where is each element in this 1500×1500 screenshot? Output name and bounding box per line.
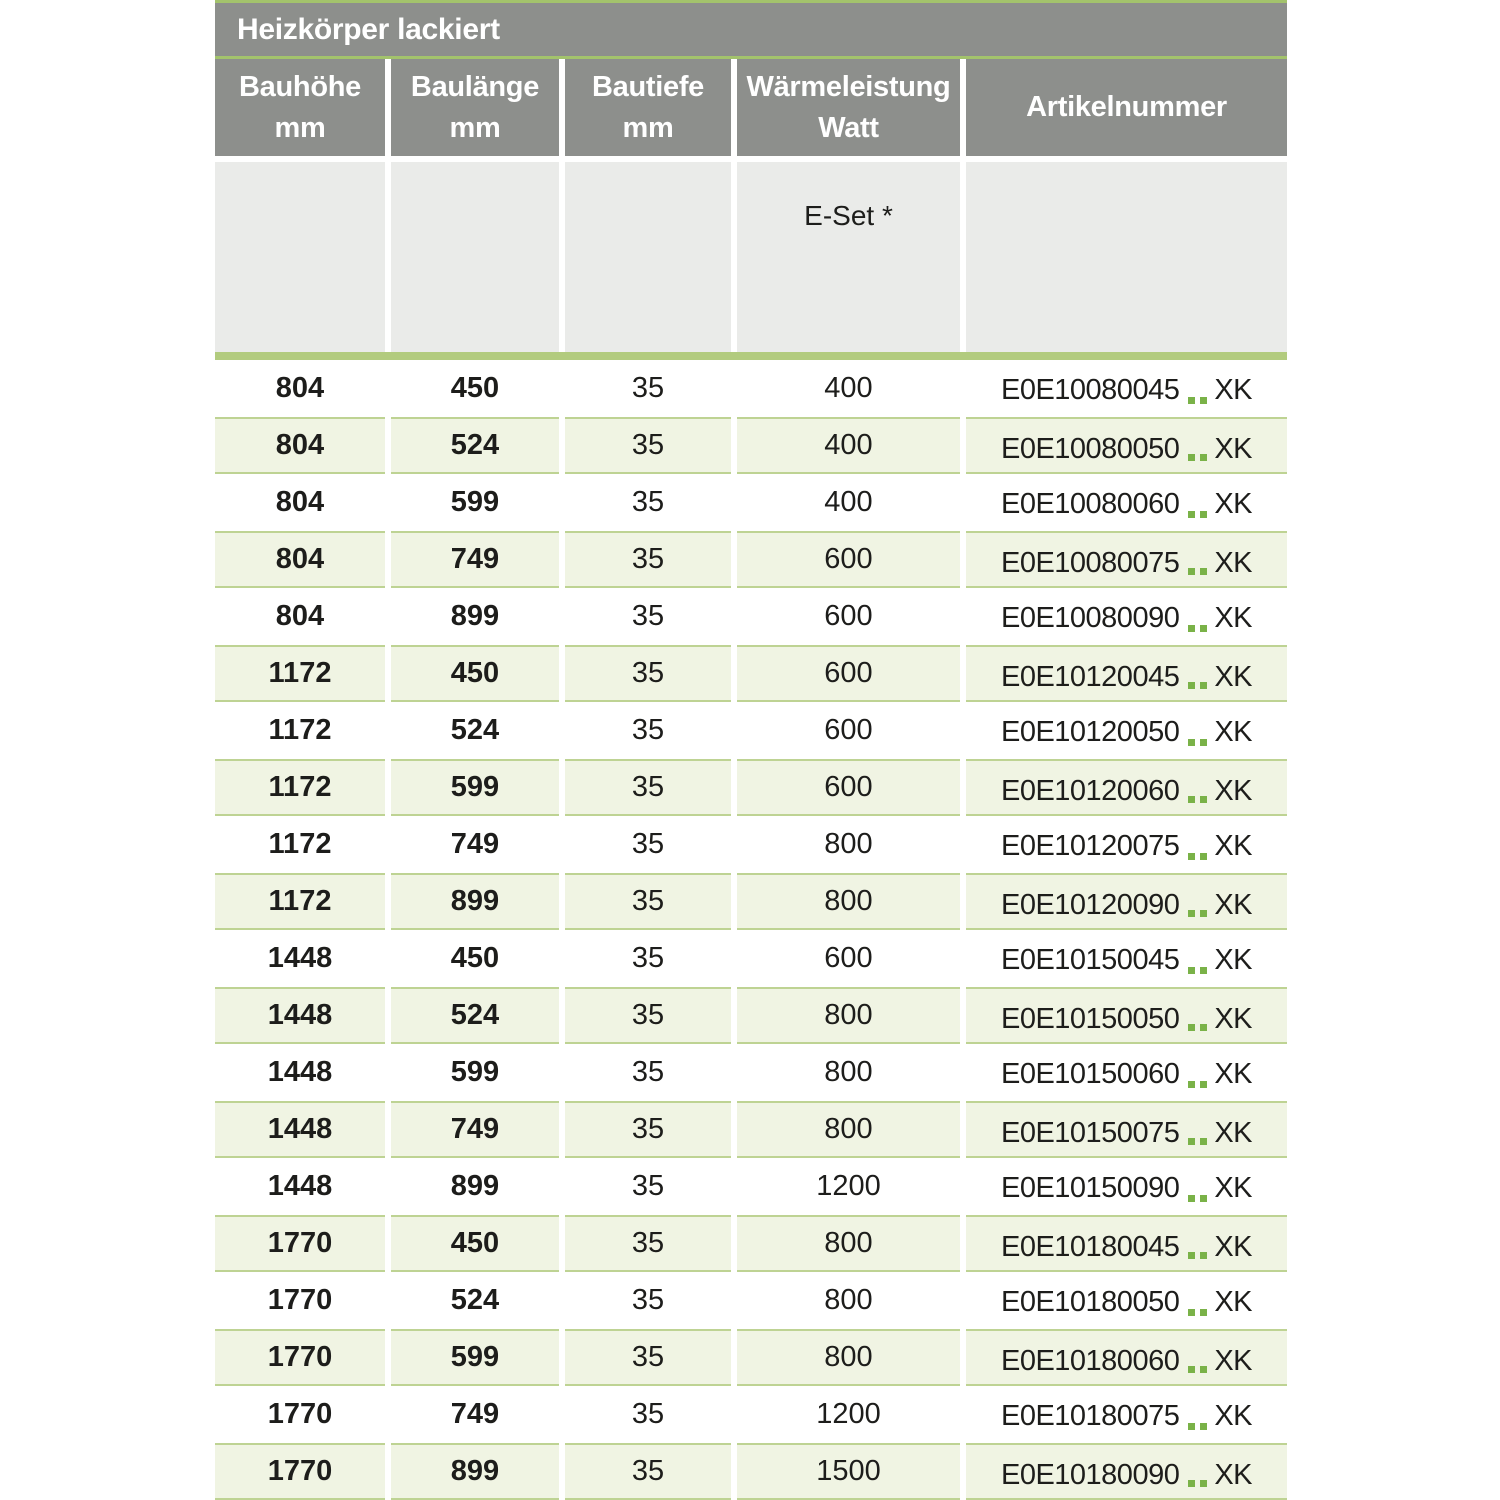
placeholder-dot-icon [1200, 1081, 1207, 1088]
cell-bautiefe: 35 [565, 1443, 731, 1500]
cell-baulaenge: 524 [391, 702, 559, 759]
placeholder-dot-icon [1188, 511, 1195, 518]
artikelnummer-prefix: E0E10180050 [1000, 1286, 1180, 1318]
color-code-placeholder [1188, 1014, 1207, 1031]
table-row [215, 873, 1287, 930]
table-row [215, 816, 1287, 873]
cell-bauhoehe: 1770 [215, 1443, 385, 1500]
placeholder-dot-icon [1200, 1480, 1207, 1487]
column-header-unit: mm [449, 111, 501, 144]
cell-artikelnummer [966, 417, 1287, 474]
cell-bauhoehe: 1770 [215, 1215, 385, 1272]
artikelnummer-prefix: E0E10120050 [1000, 716, 1180, 748]
cell-artikelnummer [966, 1272, 1287, 1329]
cell-baulaenge: 450 [391, 1215, 559, 1272]
placeholder-dot-icon [1200, 625, 1207, 632]
artikelnummer-prefix: E0E10120090 [1000, 889, 1180, 921]
table-row [215, 987, 1287, 1044]
color-code-placeholder [1188, 1413, 1207, 1430]
placeholder-dot-icon [1200, 910, 1207, 917]
table-row [215, 1215, 1287, 1272]
table-row [215, 531, 1287, 588]
placeholder-dot-icon [1200, 682, 1207, 689]
cell-baulaenge: 450 [391, 930, 559, 987]
placeholder-dot-icon [1200, 1423, 1207, 1430]
placeholder-dot-icon [1200, 1309, 1207, 1316]
cell-waermeleistung: 1500 [737, 1443, 960, 1500]
table-row [215, 360, 1287, 417]
cell-artikelnummer [966, 531, 1287, 588]
placeholder-dot-icon [1188, 1195, 1195, 1202]
cell-artikelnummer [966, 1329, 1287, 1386]
placeholder-dot-icon [1188, 1081, 1195, 1088]
cell-artikelnummer [966, 1101, 1287, 1158]
column-header-bautiefe [565, 59, 731, 156]
artikelnummer-suffix: XK [1214, 602, 1253, 634]
artikelnummer-prefix: E0E10150090 [1000, 1172, 1180, 1204]
artikelnummer-prefix: E0E10150050 [1000, 1003, 1180, 1035]
placeholder-dot-icon [1188, 796, 1195, 803]
artikelnummer-prefix: E0E10080050 [1000, 433, 1180, 465]
table-row [215, 930, 1287, 987]
artikelnummer-suffix: XK [1214, 488, 1253, 520]
artikelnummer-prefix: E0E10150045 [1000, 944, 1180, 976]
cell-waermeleistung: 600 [737, 930, 960, 987]
column-header-label: Wärmeleistung [746, 70, 951, 103]
artikelnummer-suffix: XK [1214, 775, 1253, 807]
placeholder-dot-icon [1200, 1195, 1207, 1202]
artikelnummer-suffix: XK [1214, 374, 1253, 406]
placeholder-dot-icon [1200, 1138, 1207, 1145]
placeholder-dot-icon [1188, 1309, 1195, 1316]
table-row [215, 588, 1287, 645]
artikelnummer-prefix: E0E10080060 [1000, 488, 1180, 520]
placeholder-dot-icon [1200, 853, 1207, 860]
artikelnummer-suffix: XK [1214, 1003, 1253, 1035]
table-row [215, 759, 1287, 816]
cell-baulaenge: 749 [391, 1386, 559, 1443]
cell-waermeleistung: 800 [737, 987, 960, 1044]
cell-bautiefe: 35 [565, 873, 731, 930]
cell-bauhoehe: 804 [215, 588, 385, 645]
cell-bauhoehe: 1172 [215, 816, 385, 873]
cell-baulaenge: 524 [391, 417, 559, 474]
placeholder-dot-icon [1200, 1366, 1207, 1373]
color-code-placeholder [1188, 558, 1207, 575]
cell-baulaenge: 749 [391, 816, 559, 873]
artikelnummer-suffix: XK [1214, 661, 1253, 693]
color-code-placeholder [1188, 387, 1207, 404]
artikelnummer-suffix: XK [1214, 1058, 1253, 1090]
cell-bauhoehe: 1172 [215, 759, 385, 816]
color-code-placeholder [1188, 444, 1207, 461]
column-header-unit: Watt [818, 111, 879, 144]
color-code-placeholder [1188, 957, 1207, 974]
subheader-cell-artikelnummer [966, 162, 1287, 352]
cell-baulaenge: 599 [391, 1044, 559, 1101]
header-body-divider-bar [215, 352, 1287, 360]
cell-bauhoehe: 804 [215, 531, 385, 588]
cell-baulaenge: 599 [391, 1329, 559, 1386]
column-header-baulaenge [391, 59, 559, 156]
cell-bautiefe: 35 [565, 645, 731, 702]
color-code-placeholder [1188, 900, 1207, 917]
cell-waermeleistung: 400 [737, 360, 960, 417]
cell-waermeleistung: 800 [737, 1272, 960, 1329]
column-header-row [215, 59, 1287, 156]
cell-baulaenge: 599 [391, 474, 559, 531]
cell-baulaenge: 899 [391, 1443, 559, 1500]
cell-artikelnummer [966, 474, 1287, 531]
cell-artikelnummer [966, 987, 1287, 1044]
color-code-placeholder [1188, 1071, 1207, 1088]
placeholder-dot-icon [1188, 1024, 1195, 1031]
cell-bautiefe: 35 [565, 987, 731, 1044]
cell-waermeleistung: 600 [737, 645, 960, 702]
artikelnummer-prefix: E0E10080075 [1000, 547, 1180, 579]
placeholder-dot-icon [1188, 625, 1195, 632]
cell-bautiefe: 35 [565, 702, 731, 759]
product-table [215, 0, 1287, 1500]
cell-bauhoehe: 1770 [215, 1329, 385, 1386]
cell-bauhoehe: 804 [215, 474, 385, 531]
placeholder-dot-icon [1188, 967, 1195, 974]
placeholder-dot-icon [1200, 796, 1207, 803]
cell-artikelnummer [966, 360, 1287, 417]
cell-waermeleistung: 600 [737, 588, 960, 645]
artikelnummer-prefix: E0E10150075 [1000, 1117, 1180, 1149]
cell-bautiefe: 35 [565, 1329, 731, 1386]
cell-bautiefe: 35 [565, 816, 731, 873]
cell-artikelnummer [966, 873, 1287, 930]
color-code-placeholder [1188, 786, 1207, 803]
placeholder-dot-icon [1200, 739, 1207, 746]
cell-bautiefe: 35 [565, 1158, 731, 1215]
cell-waermeleistung: 800 [737, 1329, 960, 1386]
subheader-cell-bautiefe [565, 162, 731, 352]
cell-bautiefe: 35 [565, 1386, 731, 1443]
color-code-placeholder [1188, 1185, 1207, 1202]
artikelnummer-suffix: XK [1214, 1286, 1253, 1318]
placeholder-dot-icon [1200, 967, 1207, 974]
column-header-artikelnummer [966, 59, 1287, 156]
table-title-bar [215, 3, 1287, 56]
placeholder-dot-icon [1188, 853, 1195, 860]
artikelnummer-suffix: XK [1214, 1345, 1253, 1377]
cell-bautiefe: 35 [565, 759, 731, 816]
artikelnummer-suffix: XK [1214, 944, 1253, 976]
artikelnummer-suffix: XK [1214, 889, 1253, 921]
color-code-placeholder [1188, 729, 1207, 746]
artikelnummer-suffix: XK [1214, 547, 1253, 579]
cell-waermeleistung: 1200 [737, 1158, 960, 1215]
column-header-bauhoehe [215, 59, 385, 156]
color-code-placeholder [1188, 672, 1207, 689]
column-header-unit: mm [274, 111, 326, 144]
artikelnummer-prefix: E0E10120060 [1000, 775, 1180, 807]
cell-artikelnummer [966, 1215, 1287, 1272]
table-row [215, 645, 1287, 702]
cell-waermeleistung: 800 [737, 816, 960, 873]
artikelnummer-suffix: XK [1214, 1459, 1253, 1491]
color-code-placeholder [1188, 1128, 1207, 1145]
table-row [215, 702, 1287, 759]
subheader-cell-bauhoehe [215, 162, 385, 352]
cell-waermeleistung: 800 [737, 1101, 960, 1158]
placeholder-dot-icon [1200, 397, 1207, 404]
artikelnummer-suffix: XK [1214, 1231, 1253, 1263]
cell-artikelnummer [966, 759, 1287, 816]
color-code-placeholder [1188, 1299, 1207, 1316]
cell-bautiefe: 35 [565, 474, 731, 531]
cell-bautiefe: 35 [565, 360, 731, 417]
cell-waermeleistung: 400 [737, 417, 960, 474]
cell-bauhoehe: 1172 [215, 645, 385, 702]
table-row [215, 1272, 1287, 1329]
cell-bauhoehe: 1172 [215, 702, 385, 759]
artikelnummer-suffix: XK [1214, 1172, 1253, 1204]
cell-bauhoehe: 1448 [215, 1101, 385, 1158]
cell-bauhoehe: 1448 [215, 930, 385, 987]
placeholder-dot-icon [1188, 910, 1195, 917]
cell-artikelnummer [966, 930, 1287, 987]
placeholder-dot-icon [1188, 682, 1195, 689]
cell-waermeleistung: 800 [737, 873, 960, 930]
placeholder-dot-icon [1188, 568, 1195, 575]
artikelnummer-suffix: XK [1214, 716, 1253, 748]
subheader-row [215, 162, 1287, 352]
cell-waermeleistung: 400 [737, 474, 960, 531]
table-title: Heizkörper lackiert [237, 12, 500, 46]
placeholder-dot-icon [1188, 739, 1195, 746]
artikelnummer-suffix: XK [1214, 1117, 1253, 1149]
cell-baulaenge: 450 [391, 360, 559, 417]
cell-bauhoehe: 1172 [215, 873, 385, 930]
cell-baulaenge: 899 [391, 873, 559, 930]
table-row [215, 1101, 1287, 1158]
artikelnummer-prefix: E0E10120075 [1000, 830, 1180, 862]
placeholder-dot-icon [1188, 1480, 1195, 1487]
cell-artikelnummer [966, 1386, 1287, 1443]
color-code-placeholder [1188, 1242, 1207, 1259]
column-header-label: Baulänge [410, 70, 540, 103]
cell-baulaenge: 524 [391, 1272, 559, 1329]
cell-bautiefe: 35 [565, 1272, 731, 1329]
cell-baulaenge: 899 [391, 588, 559, 645]
cell-baulaenge: 749 [391, 531, 559, 588]
cell-baulaenge: 749 [391, 1101, 559, 1158]
cell-bauhoehe: 1448 [215, 1158, 385, 1215]
cell-bauhoehe: 804 [215, 417, 385, 474]
cell-baulaenge: 450 [391, 645, 559, 702]
table-row [215, 1443, 1287, 1500]
placeholder-dot-icon [1200, 1252, 1207, 1259]
artikelnummer-suffix: XK [1214, 830, 1253, 862]
eset-label: E-Set * [804, 200, 893, 231]
placeholder-dot-icon [1200, 1024, 1207, 1031]
artikelnummer-suffix: XK [1214, 1400, 1253, 1432]
cell-waermeleistung: 800 [737, 1044, 960, 1101]
artikelnummer-suffix: XK [1214, 433, 1253, 465]
cell-artikelnummer [966, 1044, 1287, 1101]
cell-baulaenge: 599 [391, 759, 559, 816]
table-row [215, 1044, 1287, 1101]
cell-bautiefe: 35 [565, 588, 731, 645]
color-code-placeholder [1188, 843, 1207, 860]
placeholder-dot-icon [1188, 1138, 1195, 1145]
column-header-label: Artikelnummer [1026, 91, 1227, 124]
column-header-waermeleistung [737, 59, 960, 156]
cell-baulaenge: 899 [391, 1158, 559, 1215]
cell-waermeleistung: 800 [737, 1215, 960, 1272]
cell-bautiefe: 35 [565, 1044, 731, 1101]
color-code-placeholder [1188, 1470, 1207, 1487]
artikelnummer-prefix: E0E10120045 [1000, 661, 1180, 693]
cell-waermeleistung: 600 [737, 531, 960, 588]
cell-bautiefe: 35 [565, 417, 731, 474]
artikelnummer-prefix: E0E10180075 [1000, 1400, 1180, 1432]
cell-bauhoehe: 1448 [215, 987, 385, 1044]
cell-bauhoehe: 1770 [215, 1272, 385, 1329]
artikelnummer-prefix: E0E10080045 [1000, 374, 1180, 406]
column-header-unit: mm [622, 111, 674, 144]
placeholder-dot-icon [1188, 1423, 1195, 1430]
placeholder-dot-icon [1200, 454, 1207, 461]
artikelnummer-prefix: E0E10180060 [1000, 1345, 1180, 1377]
cell-bautiefe: 35 [565, 531, 731, 588]
cell-artikelnummer [966, 702, 1287, 759]
cell-bautiefe: 35 [565, 1215, 731, 1272]
placeholder-dot-icon [1188, 454, 1195, 461]
cell-bautiefe: 35 [565, 1101, 731, 1158]
cell-bauhoehe: 804 [215, 360, 385, 417]
column-header-label: Bautiefe [591, 70, 704, 103]
artikelnummer-prefix: E0E10080090 [1000, 602, 1180, 634]
subheader-cell-baulaenge [391, 162, 559, 352]
placeholder-dot-icon [1200, 511, 1207, 518]
artikelnummer-prefix: E0E10180045 [1000, 1231, 1180, 1263]
cell-baulaenge: 524 [391, 987, 559, 1044]
table-row [215, 474, 1287, 531]
table-row [215, 417, 1287, 474]
color-code-placeholder [1188, 501, 1207, 518]
table-row [215, 1329, 1287, 1386]
color-code-placeholder [1188, 1356, 1207, 1373]
cell-artikelnummer [966, 645, 1287, 702]
artikelnummer-prefix: E0E10180090 [1000, 1459, 1180, 1491]
artikelnummer-prefix: E0E10150060 [1000, 1058, 1180, 1090]
cell-waermeleistung: 600 [737, 702, 960, 759]
cell-bauhoehe: 1770 [215, 1386, 385, 1443]
cell-waermeleistung: 1200 [737, 1386, 960, 1443]
column-header-label: Bauhöhe [239, 70, 361, 103]
cell-artikelnummer [966, 1158, 1287, 1215]
table-row [215, 1386, 1287, 1443]
cell-artikelnummer [966, 816, 1287, 873]
table-body [215, 360, 1287, 1500]
placeholder-dot-icon [1200, 568, 1207, 575]
placeholder-dot-icon [1188, 397, 1195, 404]
cell-artikelnummer [966, 588, 1287, 645]
cell-bauhoehe: 1448 [215, 1044, 385, 1101]
placeholder-dot-icon [1188, 1252, 1195, 1259]
table-row [215, 1158, 1287, 1215]
placeholder-dot-icon [1188, 1366, 1195, 1373]
color-code-placeholder [1188, 615, 1207, 632]
cell-waermeleistung: 600 [737, 759, 960, 816]
cell-artikelnummer [966, 1443, 1287, 1500]
cell-bautiefe: 35 [565, 930, 731, 987]
subheader-cell-eset [737, 162, 960, 352]
